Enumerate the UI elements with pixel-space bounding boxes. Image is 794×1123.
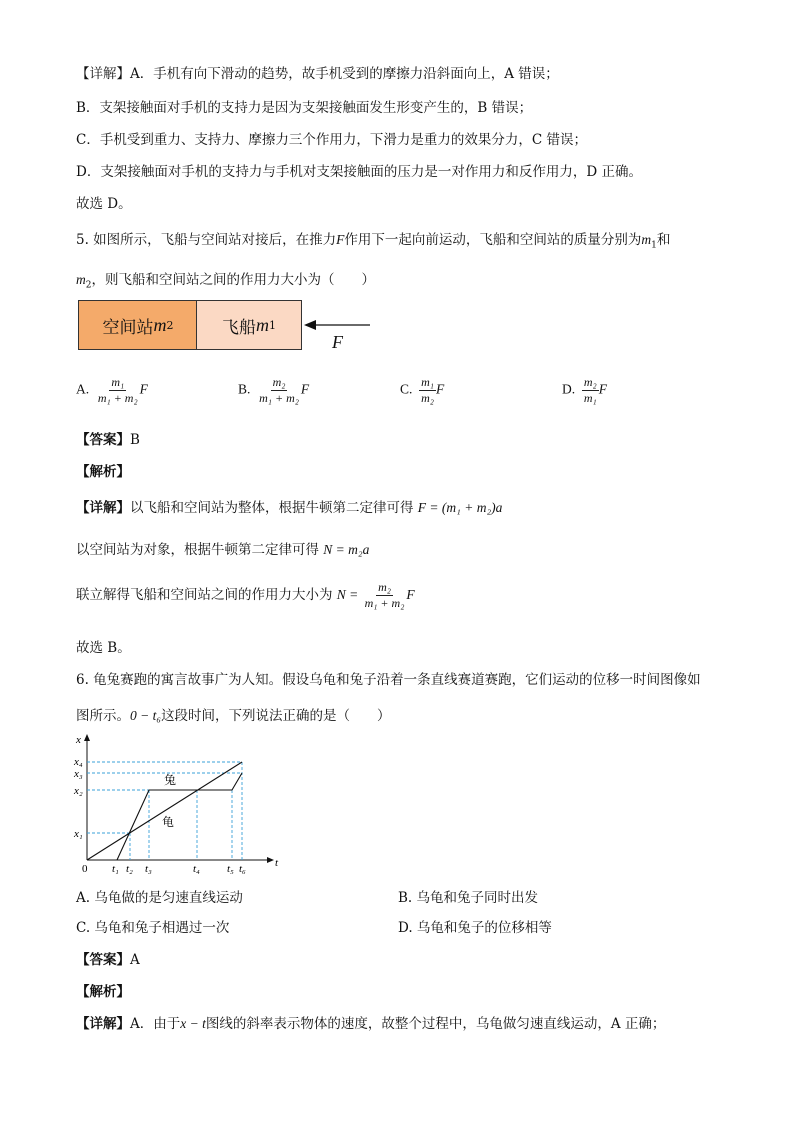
y-tick-x4: x₄ xyxy=(74,756,83,768)
x-axis-label: x xyxy=(76,734,81,746)
q5-option-a: A. $\frac{\text{m₁}}{\text{m₁ + m₂}}$ F xyxy=(76,375,148,405)
q5-detail-1: 【详解】以飞船和空间站为整体，根据牛顿第二定律可得 F = (m₁ + m₂)a xyxy=(76,500,503,516)
q5-choose: 故选 B。 xyxy=(76,640,131,656)
q6-option-a: A. 乌龟做的是匀速直线运动 xyxy=(76,890,243,906)
q6-detail-1: 【详解】A．由于x − t图线的斜率表示物体的速度，故整个过程中，乌龟做匀速直线运动，A 正确； xyxy=(76,1016,666,1032)
detail-line-b: B．支架接触面对手机的支持力是因为支架接触面发生形变产生的，B 错误； xyxy=(76,100,533,116)
q5-analysis-heading: 【解析】 xyxy=(76,464,130,480)
turtle-label: 龟 xyxy=(162,815,175,829)
q6-analysis-heading: 【解析】 xyxy=(76,984,130,1000)
t-tick-t2: t₂ xyxy=(126,863,133,875)
t-tick-t3: t₃ xyxy=(145,863,152,875)
q6-answer: 【答案】A xyxy=(76,952,140,968)
t-axis-arrow xyxy=(267,857,274,863)
y-tick-x3: x₃ xyxy=(74,768,83,780)
y-tick-x1: x₁ xyxy=(74,828,83,840)
t-axis-label: t xyxy=(275,857,279,869)
space-station-box: 空间站 m 2 xyxy=(78,300,198,350)
q6-option-c: C. 乌龟和兔子相遇过一次 xyxy=(76,920,230,936)
detail-line-d: D．支架接触面对手机的支持力与手机对支架接触面的压力是一对作用力和反作用力，D 正确。 xyxy=(76,164,642,180)
q6-option-d: D. 乌龟和兔子的位移相等 xyxy=(398,920,552,936)
spaceship-box: 飞船 m 1 xyxy=(196,300,302,350)
displacement-time-graph xyxy=(72,730,292,880)
y-tick-x2: x₂ xyxy=(74,785,83,797)
origin-label: 0 xyxy=(82,863,88,875)
q5-option-c: C. $\frac{\text{m₁}}{\text{m₂}}$ F xyxy=(400,375,445,405)
force-label: F xyxy=(332,332,343,352)
detail-line-a: 【详解】A．手机有向下滑动的趋势，故手机受到的摩擦力沿斜面向上，A 错误； xyxy=(76,66,559,82)
q5-detail-2: 以空间站为对象，根据牛顿第二定律可得 N = m₂a xyxy=(76,542,370,558)
q6-stem-line2: 图所示。0 − t₆这段时间，下列说法正确的是（ ） xyxy=(76,708,391,724)
q5-stem-line2: $m_2$，则飞船和空间站之间的作用力大小为（ ） xyxy=(76,272,375,291)
t-tick-t4: t₄ xyxy=(193,863,200,875)
q5-stem-line1: 5. 如图所示，飞船与空间站对接后，在推力F作用下一起向前运动，飞船和空间站的质量分别为$m_1$和 xyxy=(76,232,671,251)
choose-line: 故选 D。 xyxy=(76,196,132,212)
x-axis-arrow xyxy=(84,734,90,741)
q5-option-d: D. $\frac{\text{m₂}}{\text{m₁}}$ F xyxy=(562,375,607,405)
rabbit-line xyxy=(117,773,242,860)
q5-answer: 【答案】B xyxy=(76,432,140,448)
t-tick-t6: t₆ xyxy=(239,863,246,875)
q6-stem-line1: 6. 龟兔赛跑的寓言故事广为人知。假设乌龟和兔子沿着一条直线赛道赛跑，它们运动的位移一时间图像如 xyxy=(76,672,701,688)
q6-option-b: B. 乌龟和兔子同时出发 xyxy=(398,890,539,906)
q5-detail-3: 联立解得飞船和空间站之间的作用力大小为 N = $\frac{\text{m₂}}{\text{m₁ + m₂}}$ F xyxy=(76,580,415,610)
t-tick-t5: t₅ xyxy=(227,863,234,875)
t-tick-t1: t₁ xyxy=(112,863,119,875)
rabbit-label: 兔 xyxy=(164,773,177,787)
detail-line-c: C．手机受到重力、支持力、摩擦力三个作用力，下滑力是重力的效果分力，C 错误； xyxy=(76,132,587,148)
q5-option-b: B. $\frac{\text{m₂}}{\text{m₁ + m₂}}$ F xyxy=(238,375,310,405)
